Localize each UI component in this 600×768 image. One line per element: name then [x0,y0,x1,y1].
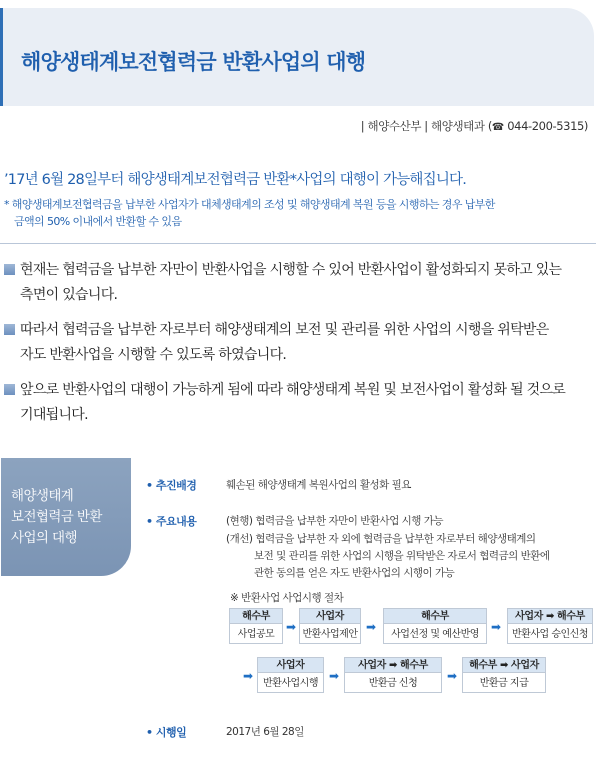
phone-icon: ☎ [491,122,504,133]
divider [0,243,596,244]
paragraph-1-line1: 현재는 협력금을 납부한 자만이 반환사업을 시행할 수 있어 반환사업이 활성화되지 못하고 있는 [20,262,562,278]
arrow-right-icon: ➡ [447,669,458,683]
paragraph-1-line2: 측면이 있습니다. [20,287,118,303]
revised-line3: 관한 동의를 얻은 자도 반환사업의 시행이 가능 [254,567,455,579]
current-text: (현행) 협력금을 납부한 자만이 반환사업 시행 가능 [226,515,444,527]
background-label: • 추진배경 [146,479,197,492]
paragraph-3-line2: 기대됩니다. [20,407,88,423]
revised-line1: (개선) 협력금을 납부한 자 외에 협력금을 납부한 자로부터 해양생태계의 [226,533,536,545]
paragraph-3 [4,378,596,428]
department-prefix: | 해양수산부 | 해양생태과 ( [360,119,492,133]
summary-box [1,458,131,576]
flow-step-1 [229,608,283,644]
flow-step-5 [257,657,324,693]
square-bullet-icon [4,264,15,275]
flow-step-4 [507,608,593,644]
paragraph-3-line1: 앞으로 반환사업의 대행이 가능하게 됨에 따라 해양생태계 복원 및 보전사업이 활성화 될 것으로 [20,382,566,398]
flow-step-action: 반환금 신청 [368,678,418,689]
flow-step-action: 반환사업시행 [263,678,318,689]
revised-line2: 보전 및 관리를 위한 사업의 시행을 위탁받은 자로서 협력금의 반환에 [254,550,550,562]
square-bullet-icon [4,384,15,395]
flow-step-actor: 사업자 ➡ 해수부 [508,609,592,624]
flow-step-actor: 해수부 [230,609,282,624]
summary-line1: 해양생태계 [11,488,74,504]
footnote-line1: * 해양생태계보전협력금을 납부한 사업자가 대체생태계의 조성 및 해양생태계 복원 등을 시행하는 경우 납부한 [4,198,495,211]
arrow-right-icon: ➡ [286,620,297,634]
flow-step-3 [383,608,487,644]
paragraph-2-line2: 자도 반환사업을 시행할 수 있도록 하였습니다. [20,347,287,363]
paragraph-2-line1: 따라서 협력금을 납부한 자로부터 해양생태계의 보전 및 관리를 위한 사업의 시행을 위탁받은 [20,322,549,338]
department-contact [361,118,588,134]
department-phone: 044-200-5315) [503,119,588,133]
square-bullet-icon [4,324,15,335]
procedure-title: ※ 반환사업 사업시행 절차 [230,592,344,604]
flow-step-actor: 해수부 ➡ 사업자 [463,658,545,673]
footnote [4,196,594,230]
paragraph-2 [4,318,596,368]
flow-step-actor: 사업자 [258,658,323,673]
flow-step-actor: 사업자 ➡ 해수부 [345,658,441,673]
background-text: 훼손된 해양생태계 복원사업의 활성화 필요 [226,479,411,491]
arrow-right-icon: ➡ [243,669,254,683]
flow-step-actor: 사업자 [300,609,360,624]
page-title: 해양생태계보전협력금 반환사업의 대행 [21,50,366,74]
summary-text [11,486,127,549]
effective-date-label: • 시행일 [146,726,187,739]
flow-step-7 [462,657,546,693]
flow-step-action: 사업선정 및 예산반영 [391,629,479,640]
flow-step-action: 반환사업 승인신청 [512,629,588,640]
headline: ’17년 6월 28일부터 해양생태계보전협력금 반환*사업의 대행이 가능해집니다. [4,172,467,188]
arrow-right-icon: ➡ [491,620,502,634]
flow-step-action: 반환금 지급 [479,678,529,689]
flow-step-2 [299,608,361,644]
summary-line2: 보전협력금 반환 [11,509,102,525]
flow-step-actor: 해수부 [384,609,486,624]
main-content-label: • 주요내용 [146,515,197,528]
footnote-line2: 금액의 50% 이내에서 반환할 수 있음 [14,215,182,228]
summary-line3: 사업의 대행 [11,530,77,546]
effective-date: 2017년 6월 28일 [226,726,304,738]
title-band [0,8,594,106]
flow-step-action: 반환사업제안 [302,629,358,640]
flow-step-6 [344,657,442,693]
flow-step-action: 사업공모 [237,629,275,640]
paragraph-1 [4,258,596,308]
arrow-right-icon: ➡ [329,669,340,683]
arrow-right-icon: ➡ [366,620,377,634]
